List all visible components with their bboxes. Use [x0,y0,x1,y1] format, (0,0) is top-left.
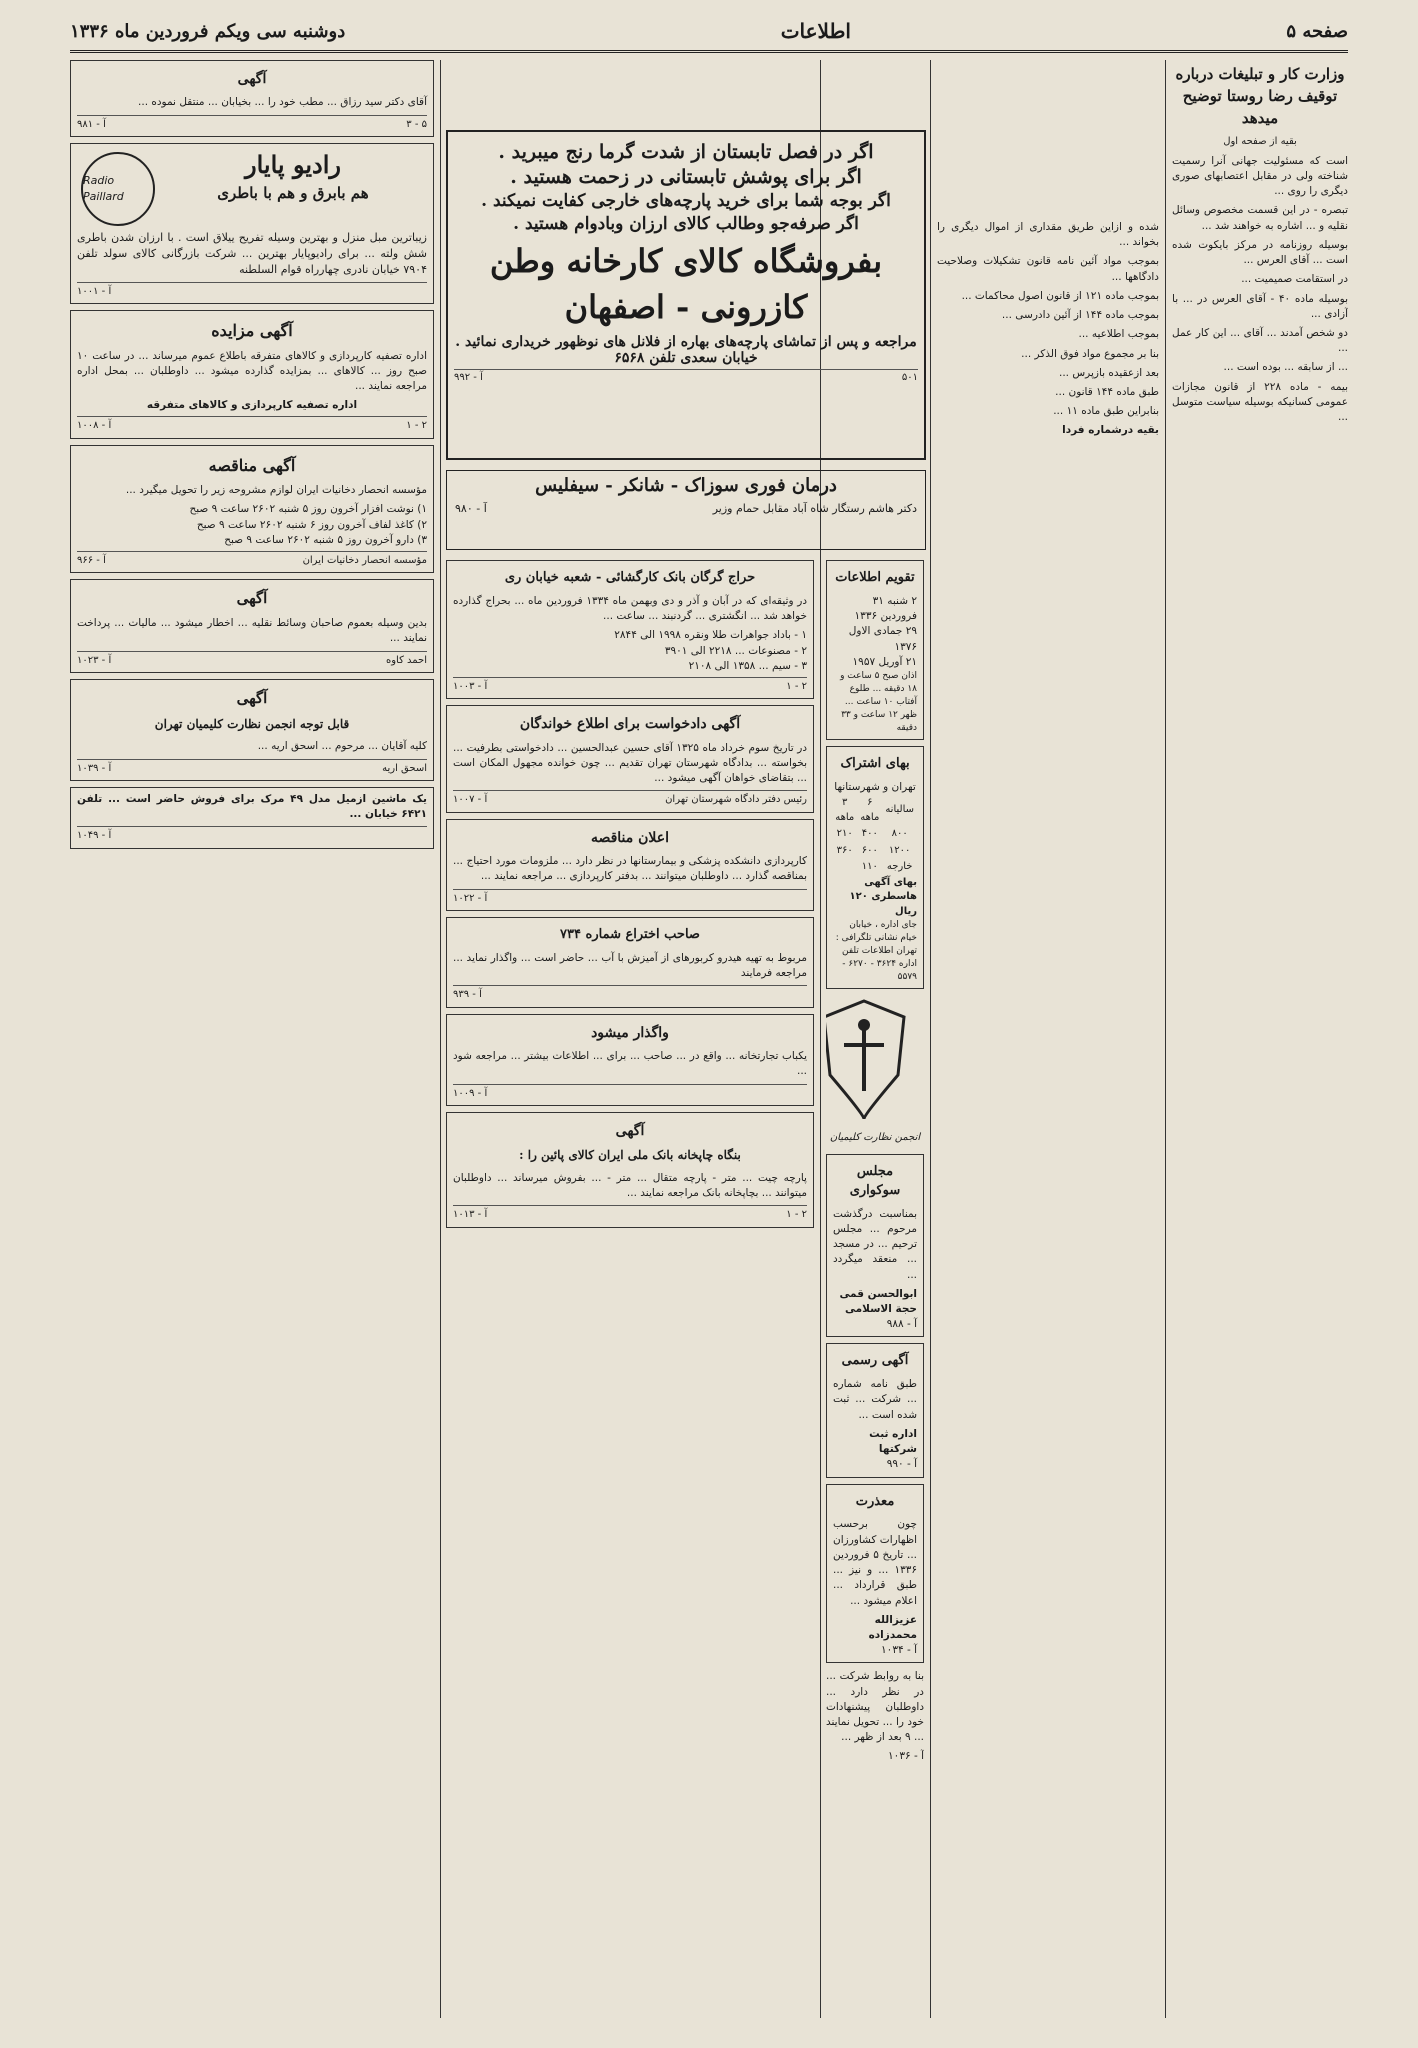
ad-item: ۳) دارو آخرون روز ۵ شنبه ۲۶۰۲ ساعت ۹ صبح [224,533,427,546]
ad-item: ۳ - سیم ... ۱۳۵۸ الی ۲۱۰۸ [688,659,807,672]
ad-item: ۱ - باداد جواهرات طلا ونقره ۱۹۹۸ الی ۲۸۴۴ [614,629,807,642]
column-rule [930,60,931,2018]
page-number: صفحه ۵ [1286,20,1348,42]
notice-body: طبق نامه شماره ... شرکت ... ثبت شده است ... [833,1378,917,1421]
official-notice [826,1343,924,1477]
notice-sign: ابوالحسن قمی حجة الاسلامی [839,1287,917,1315]
article-paragraph: بوسیله ماده ۴۰ - آقای العرس در ... با آزادی ... [1172,292,1348,320]
masthead [70,12,1348,53]
ad-line: اگر برای پوشش تابستانی در زحمت هستید . [510,166,862,188]
radio-ad: Radio Paillard رادیو پایار هم بابرق و هم با باطری زیباترین مبل منزل و بهترین وسیله تفریح ییلاق است . با ارزان شدن باطری شش ولته ... برای رادیوپایار بهترین ... شرکت بازرگانی کالای سولد تلفن ۷۹۰۴ خیابان نادری چهارراه قوام السلطنه آ - ۱۰۰۱ [70,143,434,304]
ad-title: آگهی [615,1123,645,1140]
ad-title: حراج گرگان بانک کارگشائی - شعبه خیابان ری [504,570,756,585]
subscription-title: بهای اشتراک [840,756,910,772]
article-paragraph: بعد ازعقیده بازپرس ... [1059,366,1159,379]
ad-item: ۱) نوشت افزار آخرون روز ۵ شنبه ۲۶۰۲ ساعت ۹ صبح [189,503,427,516]
article-title: وزارت کار و تبلیغات درباره توقیف رضا روستا توضیح میدهد [1175,65,1345,127]
notice-body: یک ماشین ازمیل مدل ۴۹ مرک برای فروش حاضر است ... تلفن ۶۴۲۱ خیابان ... [77,793,427,821]
bank-auction-ad: حراج گرگان بانک کارگشائی - شعبه خیابان ری در وثیقه‌ای که در آبان و آذر و دی وبهمن ماه ۱۳۳۴ فروردین ماه ... بحراج گذارده خواهد شد ... انگشتری ... گردنبند ... ساعت ... ۱ - باداد جواهرات طلا ونقره ۱۹۹۸ الی ۲۸۴۴ ۲ - مصنوعات ... ۲۲۱۸ الی ۳۹۰۱ ۳ - سیم ... ۱۳۵۸ الی ۲۱۰۸ ۲ - ۱ آ - ۱۰۰۳ [446,560,814,699]
article-column-2 [937,220,1159,2018]
ad-body: مؤسسه انحصار دخانیات ایران لوازم مشروحه زیر را تحویل میگیرد ... [125,484,427,497]
ad-code: آ - ۹۹۲ [454,372,483,383]
ad-body: در تاریخ سوم خرداد ماه ۱۳۲۵ آقای حسین عبدالحسین ... دادخواستی بطرفیت ... بخواسته ... بدادگاه شهرستان تهران تقدیم ... چون خوانده مجهول المکان است ... بتقاضای خواهان آگهی میشود ... [453,741,807,785]
notice-code: آ - ۹۹۰ [886,1458,917,1471]
ad-body: اداره تصفیه کارپردازی و کالاهای متفرقه باطلاع عموم میرساند ... در ساعت ۱۰ صبح روز ... کالاهای ... بمزایده گذارده میشود ... داوطلبان ... بمحل اداره مراجعه نمایند ... [77,349,427,392]
continued-tomorrow: بقیه درشماره فردا [1062,424,1159,437]
calendar-title: تقویم اطلاعات [835,570,915,585]
tender-ad: اعلان مناقصه کارپردازی دانشکده پزشکی و بیمارستانها در نظر دارد ... ملزومات مورد احتیاج ... بمناقصه گذارد ... داوطلبان میتوانند ... بدفتر کارپردازی ... مراجعه نمایند ... آ - ۱۰۲۲ [446,819,814,911]
ad-subtitle: بنگاه چاپخانه بانک ملی ایران کالای پائین را : [519,1148,741,1163]
column-rule [440,60,441,2018]
article-paragraph: بیمه - ماده ۲۲۸ از قانون مجازات عمومی کسانیکه بوسیله سیاست متوسل ... [1172,380,1348,424]
ad-line: اگر صرفه‌جو وطالب کالای ارزان وبادوام هستید . [513,214,859,234]
ad-num: ۵۰۱ [901,372,918,383]
left-column [70,60,434,2018]
ad-shop-name: بفروشگاه کالای کارخانه وطن [489,242,883,280]
apology-notice [826,1484,924,1664]
radio-logo: Radio Paillard [81,152,155,226]
ad-title: اعلان مناقصه [590,829,670,846]
petition-ad: آگهی دادخواست برای اطلاع خواندگان در تاریخ سوم خرداد ماه ۱۳۲۵ آقای حسین عبدالحسین ... دادخواستی بطرفیت ... بخواسته ... بدادگاه شهرستان تهران تقدیم ... چون خوانده مجهول المکان است ... بتقاضای خواهان آگهی میشود ... رئیس دفتر دادگاه شهرستان تهران آ - ۱۰۰۷ [446,705,814,812]
calendar-notes: اذان صبح ۵ ساعت و ۱۸ دقیقه ... طلوع آفتاب ۱۰ ساعت ... ظهر ۱۲ ساعت و ۳۳ دقیقه [840,670,917,734]
notice-body: آقای دکتر سید رزاق ... مطب خود را ... بخیابان ... منتقل نموده ... [138,96,427,109]
ad-body: دکتر هاشم رستگار شاه آباد مقابل حمام وزیر [712,502,917,515]
notice-title: آگهی [236,589,268,608]
ad-body: زیباترین مبل منزل و بهترین وسیله تفریح ییلاق است . با ارزان شدن باطری شش ولته ... برای رادیوپایار بهترین ... شرکت بازرگانی کالای سولد تلفن ۷۹۰۴ خیابان نادری چهارراه قوام السلطنه [77,231,427,276]
ad-subtitle: هم بابرق و هم با باطری [217,183,369,202]
notice-3: آگهی قابل توجه انجمن نظارت کلیمیان تهران کلیه آقایان ... مرحوم ... اسحق اریه ... اسحق اریه آ - ۱۰۳۹ [70,679,434,781]
notice-subtitle: قابل توجه انجمن نظارت کلیمیان تهران [154,716,350,731]
article-paragraph: در استقامت صمیمیت ... [1241,273,1348,286]
ad-title: رادیو پایار [245,150,341,180]
treatment-ad [446,470,926,550]
ad-title: آگهی دادخواست برای اطلاع خواندگان [519,716,741,733]
notice-title: آگهی رسمی [841,1353,909,1369]
article-column [1172,60,1348,2018]
notice-code: آ - ۱۰۳۶ [888,1750,924,1763]
calendar-row: ۲۱ آوریل ۱۹۵۷ [852,655,917,668]
ad-body: در وثیقه‌ای که در آبان و آذر و دی وبهمن ماه ۱۳۳۴ فروردین ماه ... بحراج گذارده خواهد شد ... انگشتری ... گردنبند ... ساعت ... [453,594,807,623]
tender-ad-left: آگهی مناقصه مؤسسه انحصار دخانیات ایران لوازم مشروحه زیر را تحویل میگیرد ... ۱) نوشت افزار آخرون روز ۵ شنبه ۲۶۰۲ ساعت ۹ صبح ۲) کاغذ لفاف آخرون روز ۶ شنبه ۲۶۰۲ ساعت ۹ صبح ۳) دارو آخرون روز ۵ شنبه ۲۶۰۲ ساعت ۹ صبح مؤسسه انحصار دخانیات ایران آ - ۹۶۶ [70,445,434,574]
notice-body: بمناسبت درگذشت مرحوم ... مجلس ترحیم ... در مسجد ... منعقد میگردد ... [833,1207,917,1281]
notice-code: آ - ۹۸۸ [886,1318,917,1331]
notice-4: یک ماشین ازمیل مدل ۴۹ مرک برای فروش حاضر است ... تلفن ۶۴۲۱ خیابان ... آ - ۱۰۴۹ [70,787,434,849]
article-paragraph: بنا بر مجموع مواد فوق الذکر ... [1021,347,1159,360]
subscription-box [826,746,924,989]
ad-item: ۲) کاغذ لفاف آخرون روز ۶ شنبه ۲۶۰۲ ساعت ۹ صبح [196,518,427,531]
ad-body: مربوط به تهیه هیدرو کربورهای از آمیزش با آب ... حاضر است ... واگذار نماید ... مراجعه فرمایند [453,951,807,980]
calendar-box [826,560,924,740]
article-paragraph: بموجب ماده ۱۴۴ از آئین دادرسی ... [1001,309,1159,322]
notice-title: آگهی [236,689,268,708]
center-column [446,560,814,2018]
subscription-table: سالیانه ۶ ماهه ۳ ماهه ۸۰۰ ۴۰۰ ۲۱۰ ۱۲۰۰ ۶۰۰ ۳۶۰ خارجه ۱۱۰ [835,797,914,873]
emblem-caption: انجمن نظارت کلیمیان [829,1132,921,1144]
notice-title: معذرت [855,1493,895,1509]
article-paragraph: بوسیله روزنامه در مرکز بایکوت شده است ... آقای العرس ... [1172,238,1348,267]
subscription-subtitle: تهران و شهرستانها [834,781,916,794]
notice-body: چون برحسب اظهارات کشاورزان ... تاریخ ۵ فروردین ۱۳۳۶ ... و نیز ... طبق قرارداد ... اعلام میشود ... [833,1518,917,1607]
ad-item: ۲ - مصنوعات ... ۲۲۱۸ الی ۳۹۰۱ [664,644,807,657]
transfer-ad: واگذار میشود یکباب تجارتخانه ... واقع در ... صاحب ... برای ... اطلاعات بیشتر ... مراجعه شود ... آ - ۱۰۰۹ [446,1014,814,1106]
notice-title: آگهی [237,71,267,87]
column-rule [1165,60,1166,2018]
notice-code: آ - ۱۰۳۴ [881,1644,917,1657]
article-paragraph: بموجب اطلاعیه ... [1078,328,1159,341]
kazerouni-ad [446,130,926,460]
notice-sign: اداره ثبت شرکتها [869,1427,917,1456]
ad-title: آگهی مناقصه [208,455,296,475]
ad-line: اگر در فصل تابستان از شدت گرما رنج میبرید . [498,141,874,163]
notice-title: مجلس سوکواری [849,1163,901,1198]
article-paragraph: تبصره - در این قسمت مخصوص وسائل نقلیه و ... اشاره به خواهند شد ... [1172,204,1348,232]
ad-title: واگذار میشود [591,1024,669,1041]
paper-name: اطلاعات [780,19,851,43]
subscription-price: بهای آگهی هاسطری ۱۲۰ ریال [849,876,917,917]
notice-body: بدین وسیله بعموم صاحبان وسائط نقلیه ... اخطار میشود ... مالیات ... پرداخت نمایند ... [77,617,427,645]
article-paragraph: بموجب مواد آئین نامه قانون تشکیلات وصلاحیت دادگاهها ... [937,255,1159,283]
calendar-row: ۲۹ جمادی الاول ۱۳۷۶ [848,625,917,653]
ad-title: درمان فوری سوزاک - شانکر - سیفلیس [535,475,837,496]
ad-sign: اداره تصفیه کارپردازی و کالاهای متفرقه [146,399,358,412]
article-paragraph: بنابراین طبق ماده ۱۱ ... [1053,405,1159,418]
mourning-notice [826,1154,924,1337]
article-paragraph: دو شخص آمدند ... آقای ... این کار عمل ... [1172,326,1348,355]
article-paragraph: است که مسئولیت جهانی آنرا رسمیت شناخته ولی در مقابل اعتصابهای صوری دیگری را روی ... [1172,154,1348,198]
ad-title: صاحب اختراع شماره ۷۳۴ [560,927,700,943]
ad-body: یکباب تجارتخانه ... واقع در ... صاحب ... برای ... اطلاعات بیشتر ... مراجعه شود ... [453,1050,807,1078]
article-continued: بقیه از صفحه اول [1223,136,1297,148]
issue-date: دوشنبه سی ویکم فروردین ماه ۱۳۳۶ [70,20,346,42]
subscription-address: جای اداره ، خیابان خیام نشانی تلگرافی : تهران اطلاعات تلفن اداره ۳۶۲۴ - ۶۲۷۰ - ۵۵۷۹ [835,920,917,983]
shield-emblem-icon [826,995,924,1125]
article-paragraph: طبق ماده ۱۴۴ قانون ... [1055,385,1159,398]
notice-1: آگهی آقای دکتر سید رزاق ... مطب خود را ... بخیابان ... منتقل نموده ... ۵ - ۳ آ - ۹۸۱ [70,60,434,137]
article-paragraph: بموجب ماده ۱۲۱ از قانون اصول محاکمات ... [961,289,1159,302]
info-column [826,560,924,2018]
notice-2: آگهی بدین وسیله بعموم صاحبان وسائط نقلیه ... اخطار میشود ... مالیات ... پرداخت نمایند ... احمد کاوه آ - ۱۰۲۳ [70,579,434,673]
ad-body: کارپردازی دانشکده پزشکی و بیمارستانها در نظر دارد ... ملزومات مورد احتیاج ... بمناقصه گذارد ... داوطلبان میتوانند ... بدفتر کارپردازی ... مراجعه نمایند ... [453,855,807,883]
article-paragraph: ... از سابقه ... بوده است ... [1223,361,1348,374]
notice-sign: عزیزالله محمدزاده [868,1613,917,1641]
ad-shop-place: کازرونی - اصفهان [564,288,808,326]
national-bank-ad: آگهی بنگاه چاپخانه بانک ملی ایران کالای پائین را : پارچه چیت ... متر - پارچه متقال ... متر - ... بفروش میرساند ... داوطلبان میتوانند ... بچاپخانه بانک مراجعه نمایند ... ۲ - ۱ آ - ۱۰۱۳ [446,1112,814,1228]
calendar-row: ۲ شنبه ۳۱ فروردین ۱۳۳۶ [854,594,917,623]
patent-ad: صاحب اختراع شماره ۷۳۴ مربوط به تهیه هیدرو کربورهای از آمیزش با آب ... حاضر است ... واگذار نماید ... مراجعه فرمایند آ - ۹۳۹ [446,917,814,1008]
ad-title: آگهی مزایده [211,321,293,341]
notice-body: کلیه آقایان ... مرحوم ... اسحق اریه ... [257,740,427,753]
ad-body: پارچه چیت ... متر - پارچه متقال ... متر - ... بفروش میرساند ... داوطلبان میتوانند ... بچاپخانه بانک مراجعه نمایند ... [453,1171,807,1200]
ad-code: آ - ۹۸۰ [455,502,487,515]
article-paragraph: شده و ازاین طریق مقداری از اموال دیگری را بخواند ... [937,221,1159,249]
tender-bottom-body: بنا به روابط شرکت ... در نظر دارد ... داوطلبان پیشنهادات خود را ... تحویل نمایند ... ۹ بعد از ظهر ... [826,1670,924,1744]
auction-ad: آگهی مزایده اداره تصفیه کارپردازی و کالاهای متفرقه باطلاع عموم میرساند ... در ساعت ۱۰ صبح روز ... کالاهای ... بمزایده گذارده میشود ... داوطلبان ... بمحل اداره مراجعه نمایند ... اداره تصفیه کارپردازی و کالاهای متفرقه ۲ - ۱ آ - ۱۰۰۸ [70,310,434,439]
ad-footer: مراجعه و پس از تماشای پارچه‌های بهاره از فلانل های نوظهور خریداری نمائید . خیابان سعدی تلفن ۶۵۶۸ [455,334,917,366]
ad-line: اگر بوجه شما برای خرید پارچه‌های خارجی کفایت نمیکند . [481,191,891,211]
